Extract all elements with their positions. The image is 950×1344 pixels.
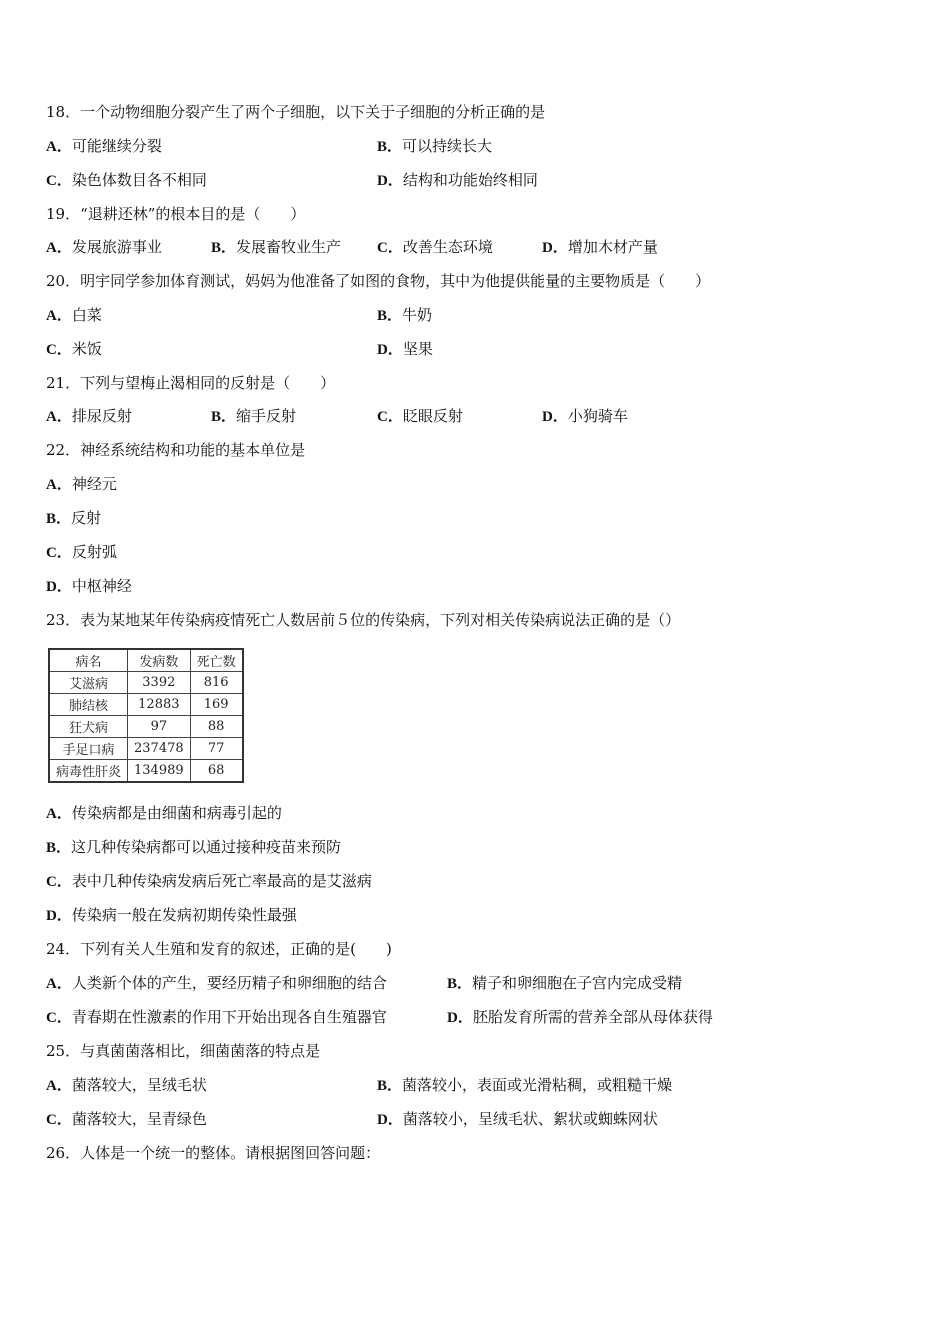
option-label: B． xyxy=(211,240,237,256)
option-text: 菌落较小，呈绒毛状、絮状或蜘蛛网状 xyxy=(402,1110,658,1128)
option-text: 神经元 xyxy=(71,475,117,493)
table-cell: 134989 xyxy=(128,760,191,783)
table-header-row xyxy=(49,649,243,672)
option-label: D． xyxy=(46,579,72,595)
option-text: 精子和卵细胞在子宫内完成受精 xyxy=(472,974,683,992)
option-text: 反射弧 xyxy=(71,543,117,561)
table-cell: 237478 xyxy=(128,738,191,760)
option-text: 传染病都是由细菌和病毒引起的 xyxy=(71,804,282,822)
option-label: C． xyxy=(46,173,72,189)
table-cell: 病毒性肝炎 xyxy=(49,760,128,783)
q22-option-c[interactable] xyxy=(46,542,117,563)
table-cell: 816 xyxy=(190,672,243,694)
q25-option-d[interactable] xyxy=(377,1109,658,1130)
q21-option-b[interactable] xyxy=(211,406,296,427)
q18-option-c[interactable] xyxy=(46,170,207,191)
option-label: B． xyxy=(447,976,473,992)
option-label: B． xyxy=(46,840,72,856)
table-row xyxy=(49,738,243,760)
q24-option-a[interactable] xyxy=(46,973,387,994)
table-cell: 97 xyxy=(128,716,191,738)
q19-option-c[interactable] xyxy=(377,237,493,258)
disease-table xyxy=(48,648,244,783)
q21-option-d[interactable] xyxy=(542,406,628,427)
table-header: 死亡数 xyxy=(190,649,243,672)
table-cell: 艾滋病 xyxy=(49,672,128,694)
table-cell: 3392 xyxy=(128,672,191,694)
option-text: 菌落较大，呈青绿色 xyxy=(71,1110,207,1128)
option-label: B． xyxy=(211,409,237,425)
option-text: 发展畜牧业生产 xyxy=(236,238,342,256)
table-cell: 68 xyxy=(190,760,243,783)
question-19-stem: 19．“退耕还林”的根本目的是（ ） xyxy=(46,205,306,223)
table-row xyxy=(49,672,243,694)
option-text: 小狗骑车 xyxy=(567,407,628,425)
option-label: C． xyxy=(46,342,72,358)
option-label: C． xyxy=(46,1112,72,1128)
option-label: B． xyxy=(377,139,403,155)
option-label: D． xyxy=(46,908,72,924)
option-text: 缩手反射 xyxy=(236,407,297,425)
q20-option-c[interactable] xyxy=(46,339,102,360)
option-label: A． xyxy=(46,976,72,992)
option-label: D． xyxy=(447,1010,473,1026)
question-22-stem: 22．神经系统结构和功能的基本单位是 xyxy=(46,441,306,459)
q24-option-c[interactable] xyxy=(46,1007,387,1028)
table-row xyxy=(49,760,243,783)
option-label: A． xyxy=(46,409,72,425)
option-label: D． xyxy=(542,409,568,425)
q18-option-a[interactable] xyxy=(46,136,162,157)
option-text: 菌落较大，呈绒毛状 xyxy=(71,1076,207,1094)
q19-option-d[interactable] xyxy=(542,237,658,258)
option-text: 增加木材产量 xyxy=(567,238,658,256)
option-label: A． xyxy=(46,308,72,324)
option-text: 白菜 xyxy=(71,306,102,324)
q23-option-b[interactable] xyxy=(46,837,341,858)
option-text: 结构和功能始终相同 xyxy=(402,171,538,189)
option-label: D． xyxy=(542,240,568,256)
q22-option-b[interactable] xyxy=(46,508,101,529)
question-25-stem: 25．与真菌菌落相比，细菌菌落的特点是 xyxy=(46,1042,321,1060)
table-row xyxy=(49,716,243,738)
option-text: 坚果 xyxy=(402,340,433,358)
q18-option-d[interactable] xyxy=(377,170,538,191)
option-text: 传染病一般在发病初期传染性最强 xyxy=(71,906,297,924)
option-label: A． xyxy=(46,240,72,256)
option-label: C． xyxy=(46,874,72,890)
option-text: 牛奶 xyxy=(402,306,433,324)
option-label: C． xyxy=(46,545,72,561)
table-header: 发病数 xyxy=(128,649,191,672)
table-cell: 12883 xyxy=(128,694,191,716)
q25-option-b[interactable] xyxy=(377,1075,672,1096)
option-label: C． xyxy=(377,240,403,256)
table-cell: 肺结核 xyxy=(49,694,128,716)
option-label: B． xyxy=(377,308,403,324)
q24-option-b[interactable] xyxy=(447,973,682,994)
question-18-stem: 18．一个动物细胞分裂产生了两个子细胞，以下关于子细胞的分析正确的是 xyxy=(46,103,546,121)
option-label: C． xyxy=(46,1010,72,1026)
table-row xyxy=(49,694,243,716)
q21-option-a[interactable] xyxy=(46,406,132,427)
q20-option-a[interactable] xyxy=(46,305,102,326)
question-21-stem: 21．下列与望梅止渴相同的反射是（ ） xyxy=(46,374,336,392)
q22-option-a[interactable] xyxy=(46,474,117,495)
q20-option-b[interactable] xyxy=(377,305,432,326)
option-text: 胚胎发育所需的营养全部从母体获得 xyxy=(472,1008,713,1026)
q23-option-d[interactable] xyxy=(46,905,297,926)
table-cell: 狂犬病 xyxy=(49,716,128,738)
table-cell: 手足口病 xyxy=(49,738,128,760)
option-label: D． xyxy=(377,173,403,189)
option-text: 表中几种传染病发病后死亡率最高的是艾滋病 xyxy=(71,872,372,890)
option-label: B． xyxy=(377,1078,403,1094)
table-cell: 77 xyxy=(190,738,243,760)
option-label: A． xyxy=(46,806,72,822)
q25-option-c[interactable] xyxy=(46,1109,207,1130)
q21-option-c[interactable] xyxy=(377,406,463,427)
option-text: 这几种传染病都可以通过接种疫苗来预防 xyxy=(71,838,342,856)
q22-option-d[interactable] xyxy=(46,576,132,597)
option-text: 菌落较小，表面或光滑粘稠，或粗糙干燥 xyxy=(402,1076,673,1094)
option-label: A． xyxy=(46,139,72,155)
table-cell: 88 xyxy=(190,716,243,738)
q19-option-a[interactable] xyxy=(46,237,162,258)
option-label: D． xyxy=(377,1112,403,1128)
option-label: B． xyxy=(46,511,72,527)
option-text: 染色体数目各不相同 xyxy=(71,171,207,189)
option-text: 青春期在性激素的作用下开始出现各自生殖器官 xyxy=(71,1008,387,1026)
q24-option-d[interactable] xyxy=(447,1007,713,1028)
option-text: 人类新个体的产生，要经历精子和卵细胞的结合 xyxy=(71,974,387,992)
option-text: 可能继续分裂 xyxy=(71,137,162,155)
question-20-stem: 20．明宇同学参加体育测试，妈妈为他准备了如图的食物，其中为他提供能量的主要物质是（ ） xyxy=(46,272,711,290)
option-text: 中枢神经 xyxy=(71,577,132,595)
option-text: 发展旅游事业 xyxy=(71,238,162,256)
question-26-stem: 26．人体是一个统一的整体。请根据图回答问题： xyxy=(46,1144,381,1162)
option-text: 可以持续长大 xyxy=(402,137,493,155)
question-23-stem: 23．表为某地某年传染病疫情死亡人数居前５位的传染病，下列对相关传染病说法正确的是（） xyxy=(46,611,681,629)
table-header: 病名 xyxy=(49,649,128,672)
option-label: A． xyxy=(46,1078,72,1094)
option-label: D． xyxy=(377,342,403,358)
question-24-stem: 24．下列有关人生殖和发育的叙述，正确的是( ) xyxy=(46,940,392,958)
option-text: 米饭 xyxy=(71,340,102,358)
q23-option-a[interactable] xyxy=(46,803,282,824)
option-label: A． xyxy=(46,477,72,493)
q25-option-a[interactable] xyxy=(46,1075,207,1096)
option-text: 改善生态环境 xyxy=(402,238,493,256)
q19-option-b[interactable] xyxy=(211,237,341,258)
option-text: 反射 xyxy=(71,509,102,527)
q23-option-c[interactable] xyxy=(46,871,372,892)
option-label: C． xyxy=(377,409,403,425)
q20-option-d[interactable] xyxy=(377,339,433,360)
table-cell: 169 xyxy=(190,694,243,716)
q18-option-b[interactable] xyxy=(377,136,492,157)
option-text: 排尿反射 xyxy=(71,407,132,425)
option-text: 眨眼反射 xyxy=(402,407,463,425)
